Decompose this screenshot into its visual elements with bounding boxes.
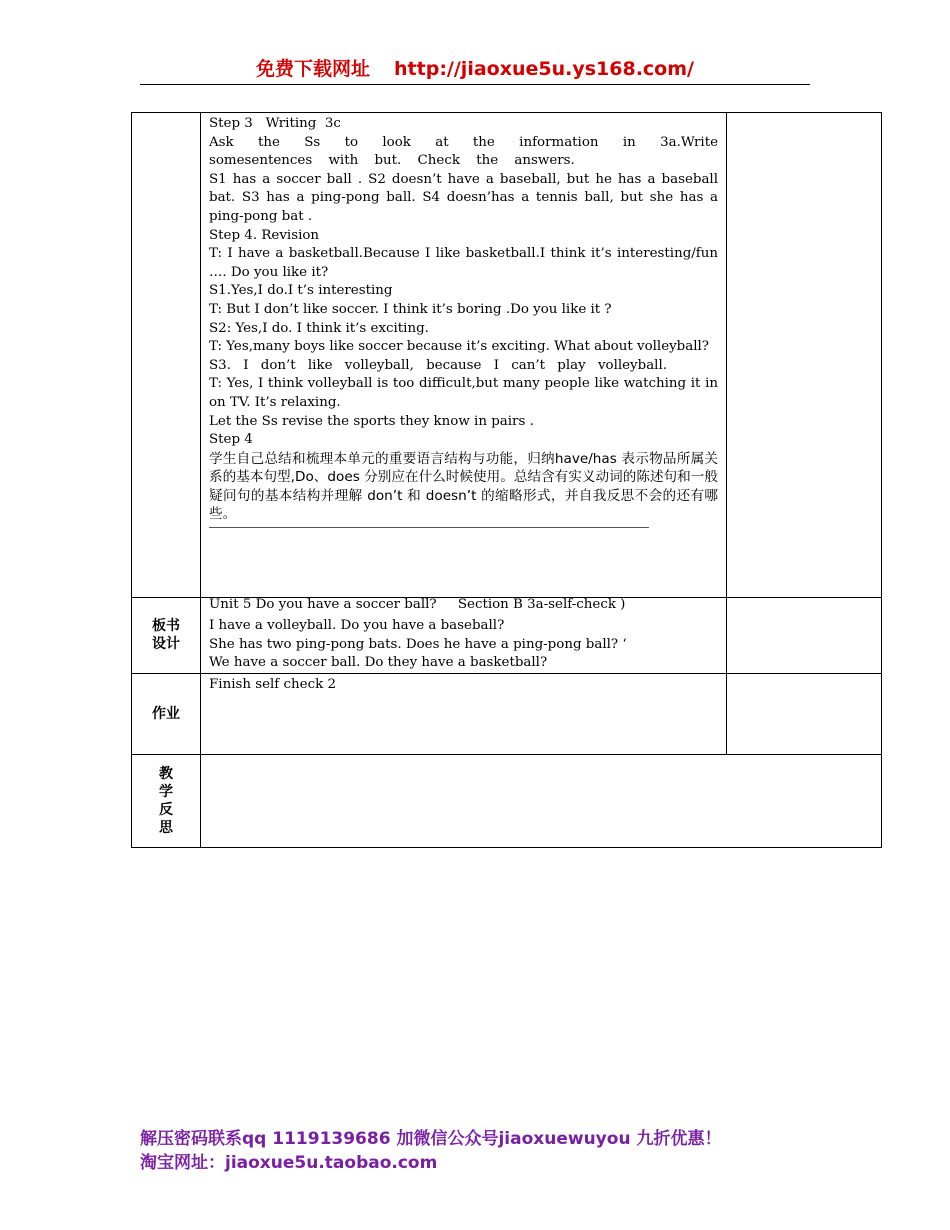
footer-discount-text: 九折优惠！ [636,1129,722,1149]
footer-wechat-id: jiaoxuewuyou [498,1129,631,1149]
homework-row [132,673,882,754]
board-content [201,598,726,673]
board-line: I have a volleyball. Do you have a baseball? [209,618,505,633]
homework-content [201,674,726,695]
footer-qq: qq 1119139686 [242,1129,391,1149]
header-url-link[interactable]: http://jiaoxue5u.ys168.com/ [394,58,694,80]
reflection-label [132,754,201,847]
reflection-row [132,754,882,847]
board-label-line1: 板书 [152,618,180,635]
board-title: Unit 5 Do you have a soccer ball? Section B 3a-self-check ) [209,597,626,612]
board-label [132,598,201,674]
step-line: T: Yes,many boys like soccer because it’s exciting. What about volleyball? [209,339,709,355]
footer-contact-text: 解压密码联系 [140,1129,242,1149]
procedure-notes-cell [727,113,882,598]
step-line: S1 has a soccer ball . S2 doesn’t have a baseball, but he has a baseball bat. S3 has a ping-pong ball. S4 doesn’has a tennis ball, but she has a ping-pong bat . [209,171,718,224]
header-divider [140,84,810,85]
header-label: 免费下载网址 [256,58,371,80]
reflection-label-char: 学 [159,783,173,800]
step-line: Step 4 [209,432,253,448]
footer-taobao-link[interactable]: jiaoxue5u.taobao.com [225,1153,438,1173]
reflection-label-char: 思 [159,819,173,836]
reflection-label-char: 反 [159,801,173,818]
procedure-label-cell [132,113,201,598]
homework-content-cell [201,673,727,754]
step-line: Ask the Ss to look at the information in 3a.Write somesentences with but. Check the answers. [209,134,718,169]
content-separator [209,527,649,528]
step-line: T: I have a basketball.Because I like basketball.I think it’s interesting/fun …. Do you like it? [209,246,718,280]
page-footer [140,1127,840,1175]
chinese-summary: 学生自己总结和梳理本单元的重要语言结构与功能，归纳have/has 表示物品所属关系的基本句型,Do、does 分别应在什么时候使用。总结含有实义动词的陈述句和一般疑问句的基本结构并理解 don’t 和 doesn’t 的缩略形式，并自我反思不会的还有哪些。 [209,450,718,523]
reflection-content-cell [201,754,882,847]
board-line: She has two ping-pong bats. Does he have a ping-pong ball? ‘ [209,636,627,652]
step-line: T: But I don’t like soccer. I think it’s boring .Do you like it ? [209,301,612,317]
board-row [132,598,882,674]
step-line: T: Yes, I think volleyball is too difficult,but many people like watching it in on TV. It’s relaxing. [209,376,718,410]
procedure-content [201,113,726,528]
board-content-cell [201,598,727,674]
lesson-plan-table [131,112,882,848]
step-line: Step 3 Writing 3c [209,116,341,131]
board-notes-cell [727,598,882,674]
homework-text: Finish self check 2 [209,676,336,692]
board-label-line2: 设计 [152,636,180,653]
board-line: We have a soccer ball. Do they have a basketball? [209,655,548,671]
homework-notes-cell [727,673,882,754]
footer-line-2 [140,1151,840,1175]
step-line: S1.Yes,I do.I t’s interesting [209,283,393,299]
reflection-label-char: 教 [159,765,173,782]
step-line: S3. I don’t like volleyball, because I can’t play volleyball. [209,357,668,373]
footer-line-1 [140,1127,840,1151]
procedure-content-cell [201,113,727,598]
procedure-row [132,113,882,598]
page-header [140,56,810,82]
step-line: Let the Ss revise the sports they know in pairs . [209,413,534,429]
step-line: S2: Yes,I do. I think it’s exciting. [209,320,429,336]
step-line: Step 4. Revision [209,227,320,243]
footer-wechat-text: 加微信公众号 [396,1129,499,1149]
homework-label: 作业 [132,673,201,754]
footer-taobao-label: 淘宝网址： [140,1153,225,1173]
